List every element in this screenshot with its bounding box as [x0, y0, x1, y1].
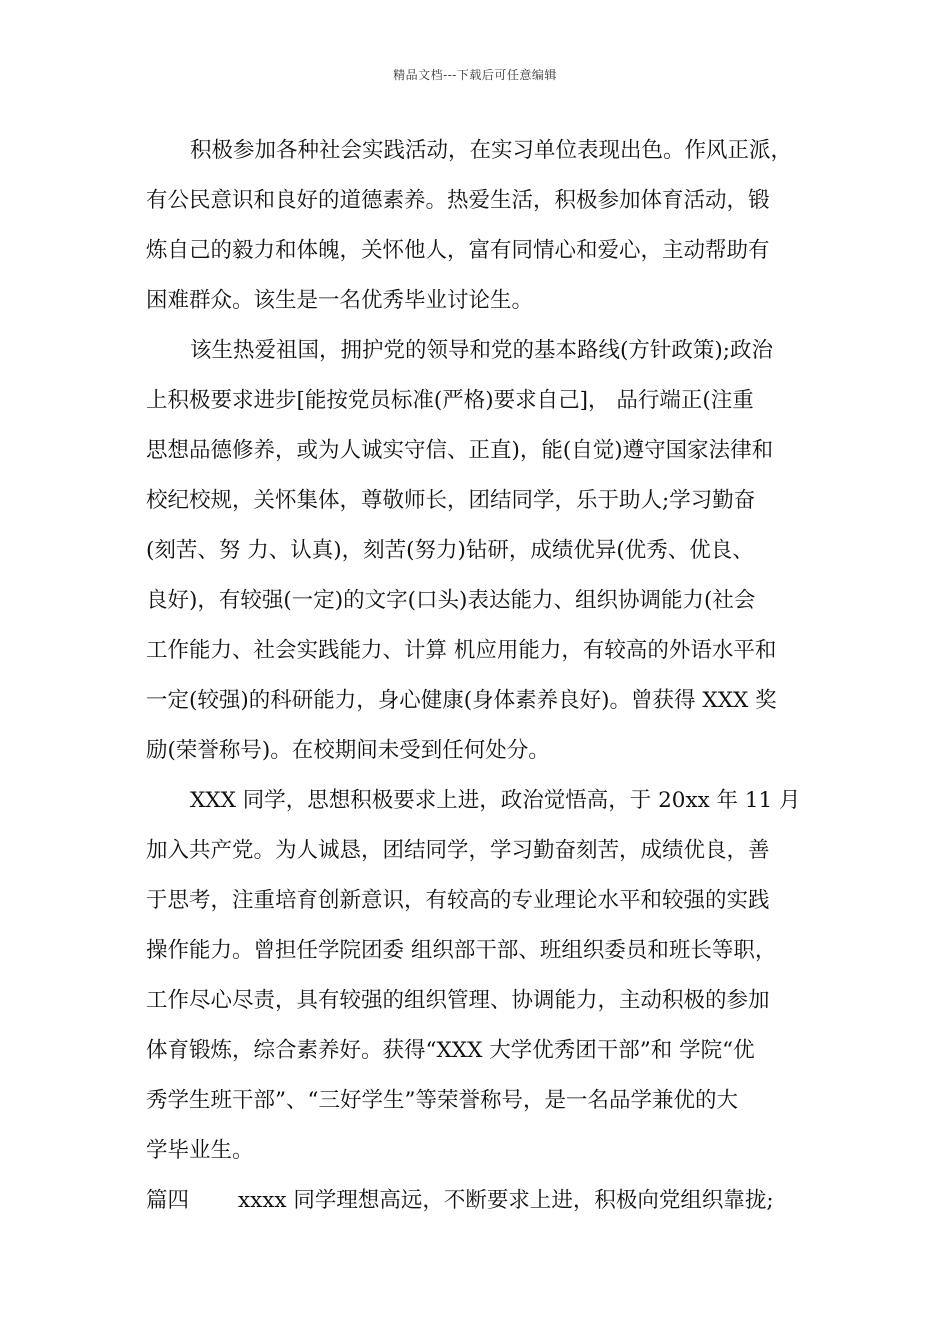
paragraph-line: 工作尽心尽责，具有较强的组织管理、协调能力，主动积极的参加: [146, 988, 770, 1013]
paragraph-3: [146, 776, 811, 1176]
paragraph-line: 该生热爱祖国，拥护党的领导和党的基本路线(方针政策);政治: [190, 338, 774, 363]
section-line: [146, 1176, 811, 1226]
document-body: [146, 126, 811, 1226]
paragraph-line: 秀学生班干部”、“三好学生”等荣誉称号，是一名品学兼优的大: [146, 1088, 738, 1113]
paragraph-line: 良好)，有较强(一定)的文字(口头)表达能力、组织协调能力(社会: [146, 588, 756, 613]
section-label: 篇四: [146, 1188, 190, 1213]
paragraph-line: 工作能力、社会实践能力、计算 机应用能力，有较高的外语水平和: [146, 638, 777, 663]
paragraph-line: (刻苦、努 力、认真)，刻苦(努力)钻研，成绩优异(优秀、优良、: [146, 538, 754, 563]
paragraph-line: 思想品德修养，或为人诚实守信、正直)，能(自觉)遵守国家法律和: [146, 438, 774, 463]
paragraph-line: 于思考，注重培育创新意识，有较高的专业理论水平和较强的实践: [146, 888, 770, 913]
paragraph-1: [146, 126, 811, 326]
paragraph-line: 体育锻炼，综合素养好。获得“XXX 大学优秀团干部”和 学院“优: [146, 1038, 755, 1063]
paragraph-line: 炼自己的毅力和体魄，关怀他人，富有同情心和爱心，主动帮助有: [146, 238, 770, 263]
paragraph-line: 上积极要求进步[能按党员标准(严格)要求自己]， 品行端正(注重: [146, 388, 754, 413]
section-text: xxxx 同学理想高远，不断要求上进，积极向党组织靠拢;: [238, 1188, 774, 1213]
paragraph-line: 校纪校规，关怀集体，尊敬师长，团结同学，乐于助人;学习勤奋: [146, 488, 756, 513]
paragraph-line: 学毕业生。: [146, 1138, 254, 1163]
paragraph-line: 积极参加各种社会实践活动，在实习单位表现出色。作风正派，: [190, 138, 793, 163]
paragraph-line: 加入共产党。为人诚恳，团结同学，学习勤奋刻苦，成绩优良，善: [146, 838, 770, 863]
paragraph-line: 励(荣誉称号)。在校期间未受到任何处分。: [146, 738, 550, 763]
page-header: 精品文档---下载后可任意编辑: [393, 68, 557, 82]
paragraph-line: 操作能力。曾担任学院团委 组织部干部、班组织委员和班长等职，: [146, 938, 777, 963]
paragraph-line: XXX 同学，思想积极要求上进，政治觉悟高，于 20xx 年 11 月: [190, 788, 801, 813]
paragraph-2: [146, 326, 811, 776]
paragraph-line: 困难群众。该生是一名优秀毕业讨论生。: [146, 288, 534, 313]
paragraph-line: 有公民意识和良好的道德素养。热爱生活，积极参加体育活动，锻: [146, 188, 770, 213]
paragraph-line: 一定(较强)的科研能力，身心健康(身体素养良好)。曾获得 XXX 奖: [146, 688, 777, 713]
